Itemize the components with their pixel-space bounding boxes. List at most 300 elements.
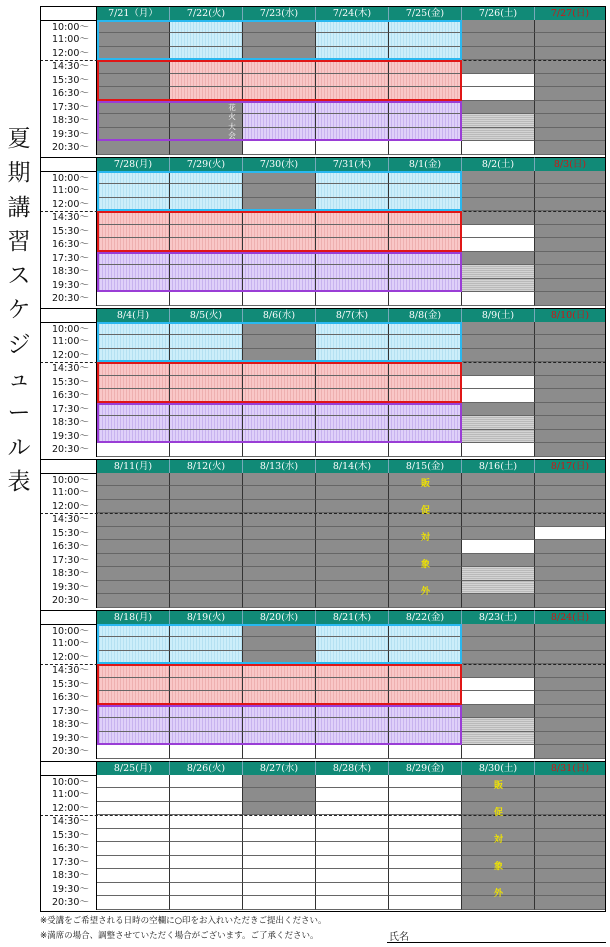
time-label: 14:30～ [40, 815, 97, 829]
time-slot[interactable] [97, 225, 170, 239]
time-slot[interactable] [389, 637, 462, 651]
name-field[interactable] [387, 942, 606, 943]
time-slot[interactable] [97, 279, 170, 293]
time-slot[interactable] [389, 815, 462, 829]
time-slot [462, 211, 535, 225]
day-header: 8/21(木) [316, 610, 389, 624]
time-slot[interactable] [97, 869, 170, 883]
time-slot[interactable] [170, 292, 243, 306]
time-slot[interactable] [316, 637, 389, 651]
time-slot[interactable] [97, 430, 170, 444]
time-slot[interactable] [170, 265, 243, 279]
time-slot[interactable] [389, 47, 462, 61]
time-slot[interactable] [170, 732, 243, 746]
time-slot[interactable] [243, 829, 316, 843]
time-slot[interactable] [316, 376, 389, 390]
time-slot[interactable] [316, 238, 389, 252]
time-slot[interactable] [243, 718, 316, 732]
time-slot[interactable] [389, 184, 462, 198]
time-slot[interactable] [389, 335, 462, 349]
time-slot[interactable] [462, 567, 535, 581]
time-slot[interactable] [243, 60, 316, 74]
time-slot[interactable] [97, 775, 170, 789]
time-slot[interactable] [316, 292, 389, 306]
time-slot[interactable] [389, 322, 462, 336]
time-slot[interactable] [170, 20, 243, 34]
time-slot[interactable] [243, 815, 316, 829]
time-slot[interactable] [170, 198, 243, 212]
time-slot[interactable] [316, 211, 389, 225]
time-slot[interactable] [170, 802, 243, 816]
time-slot[interactable] [316, 678, 389, 692]
time-slot[interactable] [316, 114, 389, 128]
time-slot[interactable] [389, 349, 462, 363]
time-slot[interactable] [389, 114, 462, 128]
title-char: ー [7, 400, 31, 427]
time-slot[interactable] [462, 128, 535, 142]
time-slot[interactable] [462, 376, 535, 390]
time-slot[interactable] [316, 430, 389, 444]
time-slot[interactable] [389, 238, 462, 252]
time-slot[interactable] [389, 651, 462, 665]
time-label: 14:30～ [40, 664, 97, 678]
time-slot[interactable] [243, 211, 316, 225]
time-slot[interactable] [170, 883, 243, 897]
time-slot[interactable] [316, 87, 389, 101]
time-slot[interactable] [170, 349, 243, 363]
time-slot[interactable] [316, 184, 389, 198]
time-slot[interactable] [316, 389, 389, 403]
time-slot[interactable] [243, 279, 316, 293]
time-slot[interactable] [462, 581, 535, 595]
time-slot[interactable] [243, 691, 316, 705]
time-slot[interactable] [389, 732, 462, 746]
time-slot[interactable] [389, 279, 462, 293]
time-slot[interactable] [316, 691, 389, 705]
time-slot[interactable] [170, 869, 243, 883]
time-slot[interactable] [389, 869, 462, 883]
time-slot[interactable] [462, 74, 535, 88]
time-slot[interactable] [389, 101, 462, 115]
time-slot[interactable] [243, 745, 316, 759]
time-slot[interactable] [243, 896, 316, 910]
time-slot[interactable] [243, 265, 316, 279]
time-slot[interactable] [316, 842, 389, 856]
time-label: 16:30～ [40, 87, 97, 101]
time-slot[interactable] [170, 171, 243, 185]
time-slot[interactable] [462, 540, 535, 554]
time-slot[interactable] [170, 651, 243, 665]
time-slot[interactable] [389, 60, 462, 74]
time-slot[interactable] [316, 869, 389, 883]
time-slot[interactable] [97, 896, 170, 910]
time-slot[interactable] [243, 101, 316, 115]
time-slot[interactable] [97, 292, 170, 306]
time-slot[interactable] [316, 141, 389, 155]
time-slot[interactable] [97, 171, 170, 185]
time-slot[interactable] [243, 74, 316, 88]
time-slot[interactable] [389, 171, 462, 185]
time-slot[interactable] [97, 624, 170, 638]
time-slot[interactable] [316, 705, 389, 719]
time-slot[interactable] [389, 416, 462, 430]
time-slot[interactable] [316, 128, 389, 142]
time-slot[interactable] [462, 389, 535, 403]
time-slot[interactable] [389, 802, 462, 816]
day-header: 8/2(土) [462, 157, 535, 171]
time-slot[interactable] [462, 691, 535, 705]
time-slot[interactable] [97, 883, 170, 897]
time-slot[interactable] [316, 265, 389, 279]
time-slot[interactable] [462, 225, 535, 239]
day-header: 8/6(水) [243, 308, 316, 322]
time-slot[interactable] [316, 802, 389, 816]
time-slot[interactable] [97, 678, 170, 692]
time-slot[interactable] [97, 788, 170, 802]
day-header: 8/18(月) [97, 610, 170, 624]
time-slot[interactable] [535, 527, 606, 541]
time-slot[interactable] [170, 718, 243, 732]
time-slot[interactable] [316, 279, 389, 293]
time-slot[interactable] [243, 664, 316, 678]
time-slot[interactable] [243, 238, 316, 252]
time-slot [535, 896, 606, 910]
time-slot [243, 554, 316, 568]
time-slot [243, 581, 316, 595]
time-slot[interactable] [243, 443, 316, 457]
time-slot[interactable] [97, 416, 170, 430]
time-slot[interactable] [389, 225, 462, 239]
time-slot[interactable] [316, 745, 389, 759]
time-slot[interactable] [462, 678, 535, 692]
time-slot[interactable] [316, 788, 389, 802]
time-slot[interactable] [389, 883, 462, 897]
time-slot[interactable] [462, 141, 535, 155]
time-slot[interactable] [170, 896, 243, 910]
time-slot[interactable] [316, 252, 389, 266]
time-slot[interactable] [97, 815, 170, 829]
time-slot[interactable] [97, 691, 170, 705]
time-slot[interactable] [170, 362, 243, 376]
time-slot[interactable] [462, 265, 535, 279]
time-slot[interactable] [170, 211, 243, 225]
time-slot[interactable] [389, 775, 462, 789]
time-slot [462, 705, 535, 719]
time-slot [97, 60, 170, 74]
time-slot[interactable] [389, 896, 462, 910]
time-slot[interactable] [389, 141, 462, 155]
schedule-table [40, 6, 606, 912]
time-slot[interactable] [170, 624, 243, 638]
time-slot[interactable] [170, 705, 243, 719]
time-slot[interactable] [389, 403, 462, 417]
time-slot[interactable] [389, 252, 462, 266]
time-slot[interactable] [462, 87, 535, 101]
time-slot[interactable] [316, 732, 389, 746]
time-slot[interactable] [243, 225, 316, 239]
time-slot[interactable] [170, 322, 243, 336]
time-slot[interactable] [97, 745, 170, 759]
time-slot [170, 500, 243, 514]
time-slot[interactable] [389, 362, 462, 376]
day-header: 8/27(水) [243, 761, 316, 775]
time-slot[interactable] [97, 265, 170, 279]
time-slot [535, 705, 606, 719]
time-slot[interactable] [97, 443, 170, 457]
time-slot[interactable] [389, 211, 462, 225]
time-slot[interactable] [316, 416, 389, 430]
time-slot[interactable] [389, 430, 462, 444]
time-slot[interactable] [97, 856, 170, 870]
time-slot[interactable] [316, 74, 389, 88]
time-label: 16:30～ [40, 842, 97, 856]
time-slot[interactable] [170, 842, 243, 856]
time-slot[interactable] [389, 745, 462, 759]
time-slot[interactable] [389, 33, 462, 47]
time-slot[interactable] [243, 430, 316, 444]
time-slot[interactable] [389, 624, 462, 638]
time-slot [316, 513, 389, 527]
time-slot[interactable] [316, 362, 389, 376]
time-label: 19:30～ [40, 732, 97, 746]
time-slot[interactable] [389, 842, 462, 856]
time-slot[interactable] [170, 87, 243, 101]
time-slot[interactable] [97, 829, 170, 843]
time-slot [97, 47, 170, 61]
time-slot[interactable] [389, 292, 462, 306]
time-slot[interactable] [389, 389, 462, 403]
time-slot[interactable] [316, 443, 389, 457]
time-slot[interactable] [170, 775, 243, 789]
time-slot[interactable] [462, 238, 535, 252]
time-slot[interactable] [316, 101, 389, 115]
time-slot[interactable] [316, 718, 389, 732]
time-slot[interactable] [170, 238, 243, 252]
time-slot[interactable] [243, 252, 316, 266]
time-slot[interactable] [316, 775, 389, 789]
header-blank [40, 610, 97, 624]
time-slot[interactable] [170, 33, 243, 47]
time-slot[interactable] [389, 829, 462, 843]
time-slot[interactable] [389, 376, 462, 390]
time-slot[interactable] [170, 184, 243, 198]
time-slot [243, 637, 316, 651]
time-slot[interactable] [170, 856, 243, 870]
time-slot[interactable] [243, 114, 316, 128]
time-slot[interactable] [170, 788, 243, 802]
time-label: 20:30～ [40, 896, 97, 910]
day-header: 8/19(火) [170, 610, 243, 624]
time-label: 11:00～ [40, 637, 97, 651]
time-slot[interactable] [97, 389, 170, 403]
time-slot[interactable] [243, 292, 316, 306]
time-slot[interactable] [389, 443, 462, 457]
time-slot [97, 20, 170, 34]
time-slot[interactable] [316, 896, 389, 910]
time-label: 17:30～ [40, 252, 97, 266]
time-slot[interactable] [170, 389, 243, 403]
time-slot[interactable] [243, 141, 316, 155]
time-slot[interactable] [170, 60, 243, 74]
time-slot[interactable] [316, 349, 389, 363]
time-slot[interactable] [316, 856, 389, 870]
day-header: 8/22(金) [389, 610, 462, 624]
time-slot[interactable] [243, 416, 316, 430]
time-slot [535, 60, 606, 74]
time-slot[interactable] [170, 815, 243, 829]
time-slot [316, 581, 389, 595]
time-slot [316, 500, 389, 514]
time-slot[interactable] [389, 718, 462, 732]
time-slot[interactable] [170, 279, 243, 293]
time-slot[interactable] [170, 47, 243, 61]
time-slot[interactable] [462, 745, 535, 759]
time-slot [462, 637, 535, 651]
time-slot[interactable] [243, 128, 316, 142]
time-slot[interactable] [170, 225, 243, 239]
time-slot[interactable] [97, 184, 170, 198]
day-header: 7/25(金) [389, 6, 462, 20]
time-slot [97, 101, 170, 115]
time-slot[interactable] [97, 651, 170, 665]
time-slot[interactable] [389, 265, 462, 279]
time-slot[interactable] [389, 87, 462, 101]
time-slot[interactable] [316, 47, 389, 61]
time-slot[interactable] [170, 678, 243, 692]
time-slot[interactable] [170, 403, 243, 417]
time-slot[interactable] [316, 624, 389, 638]
time-slot[interactable] [97, 637, 170, 651]
time-slot[interactable] [462, 430, 535, 444]
time-slot[interactable] [243, 842, 316, 856]
time-label: 18:30～ [40, 265, 97, 279]
time-slot [170, 581, 243, 595]
time-slot[interactable] [462, 292, 535, 306]
time-label: 20:30～ [40, 141, 97, 155]
time-slot[interactable] [170, 443, 243, 457]
time-slot[interactable] [97, 322, 170, 336]
time-slot[interactable] [170, 416, 243, 430]
time-slot[interactable] [462, 416, 535, 430]
time-slot[interactable] [389, 198, 462, 212]
time-slot[interactable] [97, 198, 170, 212]
time-slot[interactable] [170, 829, 243, 843]
time-slot[interactable] [243, 705, 316, 719]
time-slot[interactable] [389, 691, 462, 705]
time-slot[interactable] [316, 829, 389, 843]
not-covered-char: 外 [420, 586, 430, 597]
time-slot[interactable] [97, 705, 170, 719]
time-slot[interactable] [243, 403, 316, 417]
time-slot[interactable] [462, 279, 535, 293]
time-slot[interactable] [243, 376, 316, 390]
time-slot[interactable] [170, 691, 243, 705]
day-header: 8/7(木) [316, 308, 389, 322]
time-slot[interactable] [97, 362, 170, 376]
day-header: 8/5(火) [170, 308, 243, 322]
time-slot[interactable] [170, 252, 243, 266]
day-header: 8/15(金) [389, 459, 462, 473]
time-slot[interactable] [97, 842, 170, 856]
time-slot[interactable] [316, 171, 389, 185]
time-slot[interactable] [462, 718, 535, 732]
time-slot[interactable] [316, 335, 389, 349]
time-slot[interactable] [316, 20, 389, 34]
time-slot[interactable] [389, 74, 462, 88]
time-slot[interactable] [170, 335, 243, 349]
time-slot[interactable] [243, 678, 316, 692]
time-slot[interactable] [243, 389, 316, 403]
time-slot[interactable] [316, 403, 389, 417]
time-slot[interactable] [170, 664, 243, 678]
time-slot [535, 362, 606, 376]
time-slot[interactable] [243, 869, 316, 883]
time-slot[interactable] [389, 856, 462, 870]
time-slot[interactable] [316, 664, 389, 678]
time-slot [97, 141, 170, 155]
time-slot[interactable] [243, 87, 316, 101]
day-header: 8/8(金) [389, 308, 462, 322]
time-slot[interactable] [389, 664, 462, 678]
time-slot[interactable] [97, 349, 170, 363]
time-slot[interactable] [97, 238, 170, 252]
time-slot[interactable] [316, 815, 389, 829]
time-slot[interactable] [316, 883, 389, 897]
time-slot[interactable] [389, 128, 462, 142]
time-slot[interactable] [389, 705, 462, 719]
time-slot[interactable] [462, 443, 535, 457]
time-slot[interactable] [97, 664, 170, 678]
time-slot[interactable] [97, 718, 170, 732]
time-slot[interactable] [389, 788, 462, 802]
time-slot[interactable] [97, 252, 170, 266]
title-char: 講 [7, 194, 31, 221]
time-label: 18:30～ [40, 869, 97, 883]
time-slot [535, 486, 606, 500]
time-slot[interactable] [316, 225, 389, 239]
time-slot[interactable] [97, 403, 170, 417]
time-slot[interactable] [170, 376, 243, 390]
time-slot[interactable] [170, 74, 243, 88]
time-slot[interactable] [97, 802, 170, 816]
event-char: 会 [228, 131, 236, 140]
time-slot[interactable] [462, 732, 535, 746]
time-slot [535, 637, 606, 651]
time-slot [243, 527, 316, 541]
time-slot[interactable] [243, 362, 316, 376]
time-slot[interactable] [97, 376, 170, 390]
time-slot[interactable] [389, 20, 462, 34]
time-slot[interactable] [316, 651, 389, 665]
time-slot[interactable] [243, 883, 316, 897]
time-slot[interactable] [243, 732, 316, 746]
time-slot[interactable] [243, 856, 316, 870]
time-slot[interactable] [170, 745, 243, 759]
time-slot[interactable] [316, 33, 389, 47]
time-slot[interactable] [316, 322, 389, 336]
time-slot [316, 594, 389, 608]
time-slot[interactable] [170, 637, 243, 651]
time-slot[interactable] [462, 114, 535, 128]
time-slot[interactable] [97, 335, 170, 349]
time-slot[interactable] [170, 430, 243, 444]
not-covered-char: 促 [493, 807, 503, 818]
time-slot[interactable] [97, 732, 170, 746]
time-slot[interactable] [389, 678, 462, 692]
time-slot[interactable] [316, 198, 389, 212]
time-slot[interactable] [316, 60, 389, 74]
time-slot[interactable] [97, 211, 170, 225]
